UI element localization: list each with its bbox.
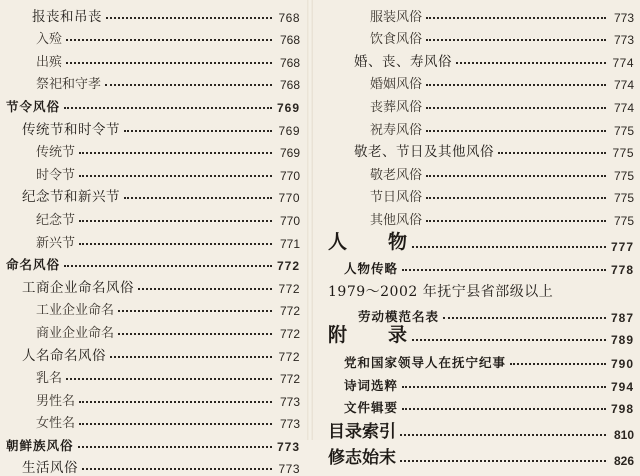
toc-entry[interactable] (322, 228, 634, 254)
dot-leader (118, 310, 272, 312)
toc-entry-page-number: 773 (613, 33, 634, 48)
toc-entry-title: 生活风俗 (22, 460, 78, 476)
dot-leader (510, 363, 606, 365)
toc-entry-title: 女性名 (36, 415, 76, 431)
toc-entry-page-number: 790 (610, 357, 634, 372)
toc-entry-title: 节令风俗 (6, 98, 61, 114)
toc-entry-title: 命名风俗 (6, 257, 61, 273)
dot-leader (443, 317, 606, 319)
toc-entry[interactable] (322, 325, 634, 348)
toc-entry[interactable] (0, 228, 300, 251)
toc-entry[interactable] (0, 273, 300, 296)
toc-entry-title: 人名命名风俗 (22, 347, 106, 364)
toc-entry-title: 1979～2002 年抚宁县省部级以上 (328, 283, 554, 300)
dot-leader (79, 152, 272, 154)
toc-entry-title: 祭祀和守孝 (36, 76, 102, 92)
toc-entry-page-number: 770 (278, 191, 300, 206)
toc-entry-page-number: 775 (613, 123, 634, 138)
toc-entry[interactable] (0, 318, 300, 341)
toc-entry[interactable] (322, 254, 634, 277)
dot-leader (66, 62, 272, 64)
toc-entry[interactable] (322, 138, 634, 161)
dot-leader (426, 130, 606, 132)
toc-entry-title: 朝鲜族风俗 (6, 437, 74, 453)
toc-entry[interactable] (0, 205, 300, 228)
toc-entry-title: 祝寿风俗 (370, 121, 423, 137)
toc-entry-page-number: 768 (278, 10, 300, 25)
dot-leader (456, 62, 606, 64)
toc-entry-title: 文件辑要 (344, 400, 399, 416)
toc-entry-page-number: 778 (610, 262, 634, 277)
toc-entry[interactable] (322, 47, 634, 70)
toc-entry[interactable] (322, 394, 634, 417)
toc-entry-title: 丧葬风俗 (370, 98, 423, 114)
dot-leader (426, 197, 606, 199)
toc-entry-title: 修志始末 (328, 448, 396, 469)
toc-entry[interactable] (0, 47, 300, 70)
toc-entry-title: 附 录 (328, 324, 409, 347)
toc-entry[interactable] (0, 454, 300, 476)
dot-leader (79, 423, 272, 425)
toc-entry-title: 劳动模范名表 (358, 308, 440, 324)
toc-entry[interactable] (322, 347, 634, 371)
toc-entry-title: 饮食风俗 (370, 31, 423, 47)
dot-leader (498, 152, 606, 154)
toc-entry-title: 诗词选粹 (344, 377, 399, 393)
dot-leader (400, 460, 606, 462)
toc-entry[interactable] (0, 138, 300, 161)
dot-leader (426, 17, 606, 19)
toc-entry-title: 其他风俗 (370, 211, 423, 227)
toc-entry[interactable] (0, 364, 300, 387)
toc-entry-page-number: 773 (276, 439, 300, 454)
dot-leader (66, 378, 272, 380)
toc-entry-title: 工商企业命名风俗 (22, 279, 134, 296)
toc-entry-title: 乳名 (36, 370, 63, 386)
toc-entry-page-number: 769 (276, 100, 300, 115)
dot-leader (79, 175, 272, 177)
dot-leader (402, 386, 606, 388)
dot-leader (79, 243, 272, 245)
toc-entry-page-number: 772 (279, 372, 300, 387)
toc-entry-page-number: 773 (278, 462, 300, 476)
toc-entry-page-number: 774 (612, 55, 634, 70)
toc-entry[interactable] (322, 371, 634, 394)
toc-entry-page-number: 772 (279, 326, 300, 341)
toc-entry[interactable] (322, 92, 634, 115)
toc-entry-page-number: 772 (278, 349, 300, 364)
toc-entry-title: 节日风俗 (370, 189, 423, 205)
toc-entry-page-number: 768 (279, 78, 300, 93)
dot-leader (426, 107, 606, 109)
dot-leader (78, 446, 272, 448)
toc-entry-page-number: 798 (610, 402, 634, 417)
toc-entry-title: 传统节 (36, 144, 76, 160)
toc-entry-page-number: 772 (279, 304, 300, 319)
dot-leader (106, 17, 272, 19)
toc-entry[interactable] (0, 92, 300, 115)
toc-entry-title: 商业企业命名 (36, 324, 115, 340)
toc-entry-page-number: 773 (613, 10, 634, 25)
toc-entry-title: 婚、丧、寿风俗 (354, 53, 452, 70)
toc-entry[interactable] (322, 25, 634, 48)
dot-leader (64, 107, 272, 109)
toc-entry[interactable] (322, 115, 634, 138)
toc-entry-page-number: 768 (279, 55, 300, 70)
page-gutter (307, 0, 313, 440)
toc-entry[interactable] (0, 296, 300, 319)
toc-entry-page-number: 826 (613, 454, 634, 469)
dot-leader (412, 339, 606, 341)
toc-entry-page-number: 775 (612, 146, 634, 161)
toc-entry[interactable] (322, 416, 634, 442)
toc-entry-page-number: 769 (278, 123, 300, 138)
dot-leader (118, 333, 272, 335)
dot-leader (110, 356, 272, 358)
toc-entry-title: 出殡 (36, 53, 63, 69)
toc-entry-page-number: 773 (279, 417, 300, 432)
dot-leader (400, 434, 606, 436)
dot-leader (66, 39, 272, 41)
toc-entry[interactable] (0, 431, 300, 454)
dot-leader (82, 468, 272, 470)
toc-entry[interactable] (322, 442, 634, 468)
dot-leader (426, 39, 606, 41)
dot-leader (402, 269, 606, 271)
toc-entry-title: 纪念节 (36, 211, 76, 227)
dot-leader (105, 84, 272, 86)
toc-entry-page-number: 769 (279, 146, 300, 161)
toc-entry-title: 目录索引 (328, 422, 396, 443)
toc-entry[interactable] (322, 2, 634, 25)
toc-entry[interactable] (322, 205, 634, 228)
toc-entry-page-number: 787 (610, 310, 634, 325)
dot-leader (426, 220, 606, 222)
toc-entry-title: 服装风俗 (370, 8, 423, 24)
toc-entry-page-number: 770 (279, 168, 300, 183)
dot-leader (426, 84, 606, 86)
toc-entry-page-number: 789 (610, 333, 634, 348)
dot-leader (79, 220, 272, 222)
toc-entry[interactable] (322, 160, 634, 183)
toc-entry-title: 报丧和吊丧 (32, 8, 102, 25)
toc-entry[interactable] (0, 409, 300, 432)
toc-entry-page-number: 810 (613, 428, 634, 443)
dot-leader (124, 197, 272, 199)
toc-entry-page-number: 774 (613, 100, 634, 115)
toc-right-column (322, 2, 634, 468)
dot-leader (64, 265, 272, 267)
toc-entry-page-number: 777 (610, 239, 634, 254)
dot-leader (138, 288, 272, 290)
toc-entry[interactable] (322, 70, 634, 93)
toc-entry-title: 党和国家领导人在抚宁纪事 (344, 355, 507, 371)
toc-entry-title: 入殓 (36, 31, 63, 47)
dot-leader (426, 175, 606, 177)
toc-entry-page-number: 770 (279, 213, 300, 228)
toc-entry[interactable] (322, 183, 634, 206)
toc-entry-title: 人物传略 (344, 260, 399, 276)
toc-entry[interactable] (0, 2, 300, 25)
toc-entry[interactable] (0, 341, 300, 364)
toc-entry-title: 纪念节和新兴节 (22, 189, 120, 206)
dot-leader (402, 408, 606, 410)
toc-entry[interactable] (0, 386, 300, 409)
toc-entry[interactable] (0, 25, 300, 48)
toc-entry[interactable] (0, 183, 300, 206)
toc-entry[interactable] (0, 70, 300, 93)
toc-entry[interactable] (322, 277, 634, 301)
toc-entry-title: 婚姻风俗 (370, 76, 423, 92)
toc-entry-page-number: 774 (613, 78, 634, 93)
toc-entry-page-number: 768 (279, 33, 300, 48)
toc-entry-title: 传统节和时令节 (22, 121, 120, 138)
toc-entry-page-number: 775 (613, 168, 634, 183)
toc-entry-page-number: 773 (279, 394, 300, 409)
toc-left-column (0, 2, 300, 476)
toc-entry-title: 敬老风俗 (370, 166, 423, 182)
dot-leader (412, 246, 606, 248)
toc-entry[interactable] (0, 160, 300, 183)
toc-entry-title: 人 物 (328, 230, 409, 253)
toc-entry[interactable] (0, 115, 300, 138)
toc-entry-page-number: 771 (279, 236, 300, 251)
toc-entry[interactable] (0, 251, 300, 274)
toc-entry-page-number: 772 (276, 259, 300, 274)
dot-leader (124, 130, 272, 132)
toc-entry-page-number: 775 (613, 213, 634, 228)
toc-entry-title: 敬老、节日及其他风俗 (354, 144, 494, 161)
toc-entry-title: 男性名 (36, 392, 76, 408)
toc-entry-title: 时令节 (36, 166, 76, 182)
toc-entry-title: 工业企业命名 (36, 302, 115, 318)
toc-entry-page-number: 772 (278, 281, 300, 296)
dot-leader (79, 401, 272, 403)
toc-entry-page-number: 775 (613, 191, 634, 206)
toc-entry-page-number: 794 (610, 379, 634, 394)
toc-entry-title: 新兴节 (36, 234, 76, 250)
